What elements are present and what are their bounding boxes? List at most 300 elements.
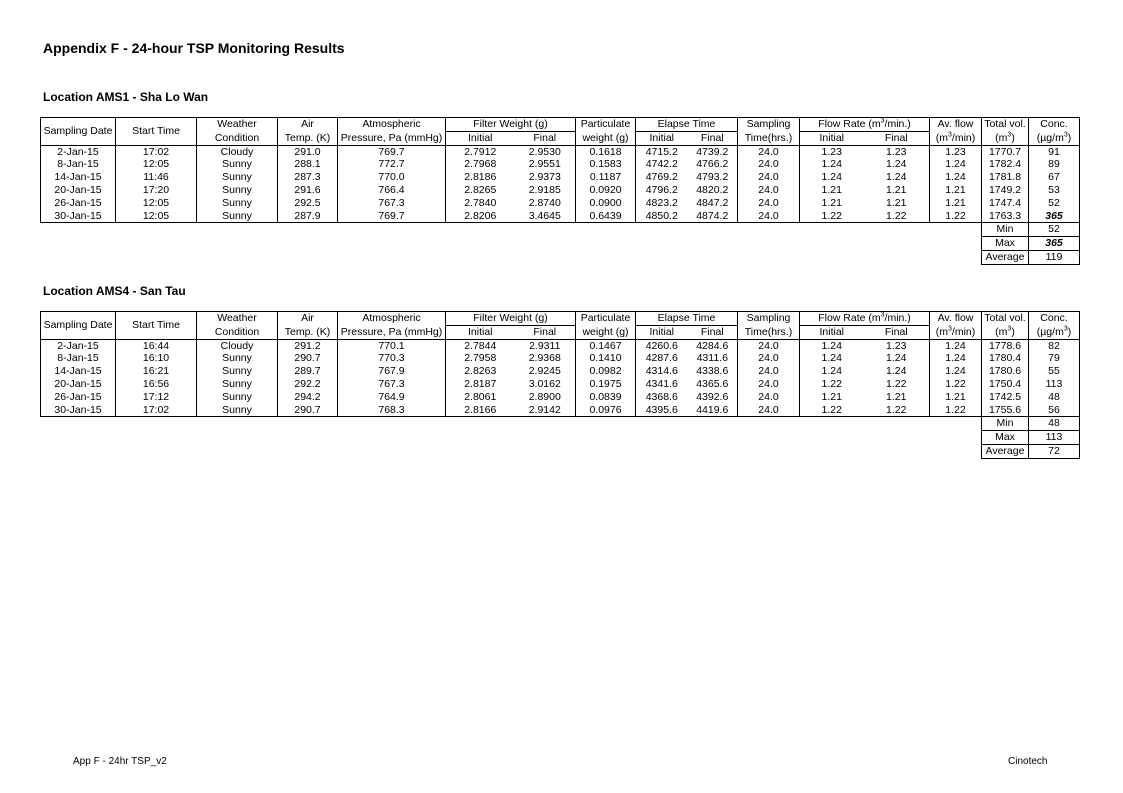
table-row bbox=[41, 210, 1080, 223]
pressure: 767.9 bbox=[338, 365, 446, 378]
av-flow: 1.21 bbox=[930, 184, 982, 197]
flow-final: 1.24 bbox=[864, 352, 930, 365]
elapse-final: 4793.2 bbox=[688, 171, 738, 184]
av-flow: 1.24 bbox=[930, 365, 982, 378]
air-temp: 291.2 bbox=[278, 339, 338, 352]
filter-final: 2.9185 bbox=[515, 184, 576, 197]
stats-row bbox=[41, 444, 1080, 458]
weather: Sunny bbox=[197, 365, 278, 378]
total-vol: 1782.4 bbox=[982, 158, 1029, 171]
filter-initial: 2.7912 bbox=[446, 145, 515, 158]
header-final: Final bbox=[864, 131, 930, 145]
flow-final: 1.21 bbox=[864, 391, 930, 404]
flow-final: 1.23 bbox=[864, 145, 930, 158]
particulate-weight: 0.1410 bbox=[576, 352, 636, 365]
header-sampling-date: Sampling Date bbox=[41, 118, 116, 146]
air-temp: 288.1 bbox=[278, 158, 338, 171]
header-text: ) bbox=[1067, 325, 1072, 338]
table-row bbox=[41, 197, 1080, 210]
header-air: Air bbox=[278, 312, 338, 326]
av-flow: 1.22 bbox=[930, 378, 982, 391]
flow-final: 1.21 bbox=[864, 197, 930, 210]
header-elapse-time: Elapse Time bbox=[636, 312, 738, 326]
pressure: 770.0 bbox=[338, 171, 446, 184]
table-row bbox=[41, 404, 1080, 417]
header-pressure: Pressure, Pa (mmHg) bbox=[338, 325, 446, 339]
flow-initial: 1.24 bbox=[800, 352, 864, 365]
start-time: 17:02 bbox=[116, 404, 197, 417]
elapse-final: 4766.2 bbox=[688, 158, 738, 171]
flow-final: 1.24 bbox=[864, 158, 930, 171]
sampling-time: 24.0 bbox=[738, 210, 800, 223]
stat-average-label: Average bbox=[982, 444, 1029, 458]
superscript: 3 bbox=[1007, 131, 1012, 139]
header-text: (m bbox=[935, 325, 948, 338]
pressure: 769.7 bbox=[338, 210, 446, 223]
header-text: /min) bbox=[951, 131, 976, 144]
header-pressure: Pressure, Pa (mmHg) bbox=[338, 131, 446, 145]
flow-initial: 1.22 bbox=[800, 404, 864, 417]
pressure: 770.3 bbox=[338, 352, 446, 365]
header-initial: Initial bbox=[636, 131, 688, 145]
flow-initial: 1.21 bbox=[800, 184, 864, 197]
header-sampling-date: Sampling Date bbox=[41, 312, 116, 340]
header-sampling: Sampling bbox=[738, 312, 800, 326]
header-temp: Temp. (K) bbox=[278, 131, 338, 145]
stat-average-value: 119 bbox=[1029, 250, 1080, 264]
air-temp: 291.6 bbox=[278, 184, 338, 197]
header-weather: Weather bbox=[197, 118, 278, 132]
results-table-ams4 bbox=[40, 311, 1080, 459]
header-weight: weight (g) bbox=[576, 325, 636, 339]
table-row bbox=[41, 378, 1080, 391]
elapse-initial: 4368.6 bbox=[636, 391, 688, 404]
start-time: 16:44 bbox=[116, 339, 197, 352]
stats-row bbox=[41, 417, 1080, 431]
stat-average-value: 72 bbox=[1029, 444, 1080, 458]
footer-right: Cinotech bbox=[1008, 756, 1048, 767]
start-time: 16:56 bbox=[116, 378, 197, 391]
filter-final: 2.9142 bbox=[515, 404, 576, 417]
location-title-ams4: Location AMS4 - San Tau bbox=[43, 284, 186, 298]
sampling-date: 14-Jan-15 bbox=[41, 171, 116, 184]
start-time: 16:10 bbox=[116, 352, 197, 365]
sampling-time: 24.0 bbox=[738, 339, 800, 352]
superscript: 3 bbox=[880, 311, 885, 319]
table-row bbox=[41, 158, 1080, 171]
av-flow: 1.24 bbox=[930, 352, 982, 365]
header-initial: Initial bbox=[446, 131, 515, 145]
concentration: 53 bbox=[1029, 184, 1080, 197]
weather: Sunny bbox=[197, 352, 278, 365]
sampling-time: 24.0 bbox=[738, 352, 800, 365]
total-vol: 1781.8 bbox=[982, 171, 1029, 184]
weather: Sunny bbox=[197, 158, 278, 171]
header-conc-unit bbox=[1029, 131, 1080, 145]
flow-final: 1.22 bbox=[864, 210, 930, 223]
page-title: Appendix F - 24-hour TSP Monitoring Results bbox=[43, 40, 345, 56]
header-final: Final bbox=[688, 325, 738, 339]
header-filter-weight: Filter Weight (g) bbox=[446, 312, 576, 326]
stat-max-value: 113 bbox=[1029, 431, 1080, 445]
flow-final: 1.24 bbox=[864, 365, 930, 378]
filter-initial: 2.8187 bbox=[446, 378, 515, 391]
table-row bbox=[41, 391, 1080, 404]
av-flow: 1.22 bbox=[930, 404, 982, 417]
start-time: 11:46 bbox=[116, 171, 197, 184]
air-temp: 292.2 bbox=[278, 378, 338, 391]
header-text: /min.) bbox=[884, 312, 911, 324]
av-flow: 1.24 bbox=[930, 158, 982, 171]
elapse-final: 4365.6 bbox=[688, 378, 738, 391]
header-total-vol-unit bbox=[982, 131, 1029, 145]
flow-initial: 1.24 bbox=[800, 365, 864, 378]
header-filter-weight: Filter Weight (g) bbox=[446, 118, 576, 132]
header-atmospheric: Atmospheric bbox=[338, 312, 446, 326]
header-particulate: Particulate bbox=[576, 312, 636, 326]
elapse-initial: 4850.2 bbox=[636, 210, 688, 223]
elapse-initial: 4260.6 bbox=[636, 339, 688, 352]
weather: Sunny bbox=[197, 404, 278, 417]
air-temp: 294.2 bbox=[278, 391, 338, 404]
header-conc: Conc. bbox=[1029, 118, 1080, 132]
stat-max-label: Max bbox=[982, 237, 1029, 251]
header-start-time: Start Time bbox=[116, 118, 197, 146]
filter-initial: 2.8166 bbox=[446, 404, 515, 417]
header-av-flow: Av. flow bbox=[930, 118, 982, 132]
concentration: 91 bbox=[1029, 145, 1080, 158]
filter-final: 2.9311 bbox=[515, 339, 576, 352]
header-total-vol: Total vol. bbox=[982, 118, 1029, 132]
elapse-initial: 4715.2 bbox=[636, 145, 688, 158]
concentration: 67 bbox=[1029, 171, 1080, 184]
sampling-time: 24.0 bbox=[738, 378, 800, 391]
blank-cell bbox=[41, 444, 982, 458]
header-text: ) bbox=[1011, 131, 1015, 144]
header-elapse-time: Elapse Time bbox=[636, 118, 738, 132]
superscript: 3 bbox=[1063, 131, 1068, 139]
header-text: ) bbox=[1067, 131, 1072, 144]
filter-final: 2.9551 bbox=[515, 158, 576, 171]
flow-initial: 1.24 bbox=[800, 158, 864, 171]
filter-initial: 2.8265 bbox=[446, 184, 515, 197]
sampling-time: 24.0 bbox=[738, 145, 800, 158]
blank-cell bbox=[41, 223, 982, 237]
header-weight: weight (g) bbox=[576, 131, 636, 145]
header-atmospheric: Atmospheric bbox=[338, 118, 446, 132]
header-text: (m bbox=[995, 131, 1008, 144]
flow-initial: 1.23 bbox=[800, 145, 864, 158]
footer-left: App F - 24hr TSP_v2 bbox=[73, 756, 167, 767]
av-flow: 1.24 bbox=[930, 171, 982, 184]
header-time-hrs: Time(hrs.) bbox=[738, 131, 800, 145]
flow-initial: 1.22 bbox=[800, 210, 864, 223]
start-time: 12:05 bbox=[116, 158, 197, 171]
concentration: 365 bbox=[1029, 210, 1080, 223]
particulate-weight: 0.0900 bbox=[576, 197, 636, 210]
weather: Cloudy bbox=[197, 339, 278, 352]
elapse-final: 4311.6 bbox=[688, 352, 738, 365]
header-text: Flow Rate (m bbox=[818, 118, 881, 130]
flow-initial: 1.22 bbox=[800, 378, 864, 391]
sampling-date: 26-Jan-15 bbox=[41, 391, 116, 404]
flow-initial: 1.21 bbox=[800, 197, 864, 210]
elapse-initial: 4796.2 bbox=[636, 184, 688, 197]
sampling-time: 24.0 bbox=[738, 365, 800, 378]
elapse-final: 4419.6 bbox=[688, 404, 738, 417]
flow-final: 1.22 bbox=[864, 404, 930, 417]
elapse-final: 4847.2 bbox=[688, 197, 738, 210]
filter-initial: 2.8186 bbox=[446, 171, 515, 184]
sampling-date: 20-Jan-15 bbox=[41, 184, 116, 197]
filter-initial: 2.7840 bbox=[446, 197, 515, 210]
air-temp: 290.7 bbox=[278, 404, 338, 417]
concentration: 89 bbox=[1029, 158, 1080, 171]
header-row bbox=[41, 118, 1080, 132]
elapse-initial: 4314.6 bbox=[636, 365, 688, 378]
total-vol: 1750.4 bbox=[982, 378, 1029, 391]
weather: Sunny bbox=[197, 391, 278, 404]
flow-initial: 1.24 bbox=[800, 339, 864, 352]
start-time: 12:05 bbox=[116, 197, 197, 210]
total-vol: 1763.3 bbox=[982, 210, 1029, 223]
header-total-vol-unit bbox=[982, 325, 1029, 339]
superscript: 3 bbox=[948, 131, 952, 139]
table-row bbox=[41, 184, 1080, 197]
air-temp: 290.7 bbox=[278, 352, 338, 365]
header-flow-rate bbox=[800, 312, 930, 326]
stats-row bbox=[41, 223, 1080, 237]
filter-initial: 2.7844 bbox=[446, 339, 515, 352]
concentration: 82 bbox=[1029, 339, 1080, 352]
header-av-flow: Av. flow bbox=[930, 312, 982, 326]
elapse-initial: 4395.6 bbox=[636, 404, 688, 417]
particulate-weight: 0.0982 bbox=[576, 365, 636, 378]
header-final: Final bbox=[515, 325, 576, 339]
pressure: 770.1 bbox=[338, 339, 446, 352]
concentration: 52 bbox=[1029, 197, 1080, 210]
sampling-date: 20-Jan-15 bbox=[41, 378, 116, 391]
pressure: 764.9 bbox=[338, 391, 446, 404]
particulate-weight: 0.1583 bbox=[576, 158, 636, 171]
stat-max-value: 365 bbox=[1029, 237, 1080, 251]
table-row bbox=[41, 145, 1080, 158]
superscript: 3 bbox=[1007, 325, 1012, 333]
total-vol: 1742.5 bbox=[982, 391, 1029, 404]
av-flow: 1.21 bbox=[930, 391, 982, 404]
elapse-initial: 4341.6 bbox=[636, 378, 688, 391]
weather: Sunny bbox=[197, 378, 278, 391]
av-flow: 1.21 bbox=[930, 197, 982, 210]
sampling-date: 8-Jan-15 bbox=[41, 158, 116, 171]
sampling-date: 2-Jan-15 bbox=[41, 145, 116, 158]
pressure: 767.3 bbox=[338, 378, 446, 391]
elapse-final: 4284.6 bbox=[688, 339, 738, 352]
header-text: /min) bbox=[951, 325, 976, 338]
location-title-ams1: Location AMS1 - Sha Lo Wan bbox=[43, 90, 209, 104]
concentration: 55 bbox=[1029, 365, 1080, 378]
sampling-time: 24.0 bbox=[738, 197, 800, 210]
elapse-final: 4820.2 bbox=[688, 184, 738, 197]
elapse-final: 4874.2 bbox=[688, 210, 738, 223]
particulate-weight: 0.6439 bbox=[576, 210, 636, 223]
header-conc: Conc. bbox=[1029, 312, 1080, 326]
particulate-weight: 0.1618 bbox=[576, 145, 636, 158]
table-row bbox=[41, 352, 1080, 365]
header-start-time: Start Time bbox=[116, 312, 197, 340]
air-temp: 289.7 bbox=[278, 365, 338, 378]
filter-initial: 2.7958 bbox=[446, 352, 515, 365]
particulate-weight: 0.1187 bbox=[576, 171, 636, 184]
superscript: 3 bbox=[948, 325, 952, 333]
header-initial: Initial bbox=[800, 131, 864, 145]
sampling-date: 2-Jan-15 bbox=[41, 339, 116, 352]
stats-row bbox=[41, 237, 1080, 251]
filter-initial: 2.8206 bbox=[446, 210, 515, 223]
blank-cell bbox=[41, 417, 982, 431]
header-row bbox=[41, 312, 1080, 326]
filter-final: 3.4645 bbox=[515, 210, 576, 223]
filter-final: 2.9368 bbox=[515, 352, 576, 365]
sampling-date: 8-Jan-15 bbox=[41, 352, 116, 365]
total-vol: 1770.7 bbox=[982, 145, 1029, 158]
av-flow: 1.22 bbox=[930, 210, 982, 223]
header-conc-unit bbox=[1029, 325, 1080, 339]
sampling-time: 24.0 bbox=[738, 171, 800, 184]
elapse-final: 4392.6 bbox=[688, 391, 738, 404]
header-sampling: Sampling bbox=[738, 118, 800, 132]
results-table-ams1 bbox=[40, 117, 1080, 265]
table-row bbox=[41, 339, 1080, 352]
header-total-vol: Total vol. bbox=[982, 312, 1029, 326]
av-flow: 1.24 bbox=[930, 339, 982, 352]
filter-initial: 2.7968 bbox=[446, 158, 515, 171]
elapse-final: 4338.6 bbox=[688, 365, 738, 378]
total-vol: 1747.4 bbox=[982, 197, 1029, 210]
header-final: Final bbox=[515, 131, 576, 145]
table-row bbox=[41, 365, 1080, 378]
start-time: 17:02 bbox=[116, 145, 197, 158]
sampling-time: 24.0 bbox=[738, 158, 800, 171]
blank-cell bbox=[41, 431, 982, 445]
air-temp: 287.9 bbox=[278, 210, 338, 223]
start-time: 12:05 bbox=[116, 210, 197, 223]
header-temp: Temp. (K) bbox=[278, 325, 338, 339]
flow-initial: 1.24 bbox=[800, 171, 864, 184]
stat-min-label: Min bbox=[982, 417, 1029, 431]
superscript: 3 bbox=[1063, 325, 1068, 333]
header-row bbox=[41, 131, 1080, 145]
header-condition: Condition bbox=[197, 131, 278, 145]
header-particulate: Particulate bbox=[576, 118, 636, 132]
pressure: 768.3 bbox=[338, 404, 446, 417]
start-time: 17:12 bbox=[116, 391, 197, 404]
filter-final: 2.9245 bbox=[515, 365, 576, 378]
header-text: (µg/m bbox=[1036, 325, 1064, 338]
stat-min-value: 52 bbox=[1029, 223, 1080, 237]
header-weather: Weather bbox=[197, 312, 278, 326]
elapse-initial: 4742.2 bbox=[636, 158, 688, 171]
concentration: 79 bbox=[1029, 352, 1080, 365]
header-flow-rate bbox=[800, 118, 930, 132]
sampling-date: 26-Jan-15 bbox=[41, 197, 116, 210]
header-final: Final bbox=[864, 325, 930, 339]
blank-cell bbox=[41, 250, 982, 264]
sampling-date: 14-Jan-15 bbox=[41, 365, 116, 378]
concentration: 113 bbox=[1029, 378, 1080, 391]
header-av-flow-unit bbox=[930, 131, 982, 145]
header-text: (m bbox=[935, 131, 948, 144]
filter-final: 2.8740 bbox=[515, 197, 576, 210]
flow-final: 1.23 bbox=[864, 339, 930, 352]
stat-average-label: Average bbox=[982, 250, 1029, 264]
filter-final: 3.0162 bbox=[515, 378, 576, 391]
sampling-time: 24.0 bbox=[738, 184, 800, 197]
air-temp: 292.5 bbox=[278, 197, 338, 210]
stat-max-label: Max bbox=[982, 431, 1029, 445]
header-time-hrs: Time(hrs.) bbox=[738, 325, 800, 339]
header-text: ) bbox=[1011, 325, 1015, 338]
particulate-weight: 0.0920 bbox=[576, 184, 636, 197]
flow-initial: 1.21 bbox=[800, 391, 864, 404]
total-vol: 1780.6 bbox=[982, 365, 1029, 378]
weather: Sunny bbox=[197, 171, 278, 184]
air-temp: 287.3 bbox=[278, 171, 338, 184]
particulate-weight: 0.1975 bbox=[576, 378, 636, 391]
weather: Sunny bbox=[197, 184, 278, 197]
header-air: Air bbox=[278, 118, 338, 132]
concentration: 48 bbox=[1029, 391, 1080, 404]
sampling-date: 30-Jan-15 bbox=[41, 404, 116, 417]
sampling-time: 24.0 bbox=[738, 391, 800, 404]
table-row bbox=[41, 171, 1080, 184]
header-condition: Condition bbox=[197, 325, 278, 339]
header-row bbox=[41, 325, 1080, 339]
header-initial: Initial bbox=[636, 325, 688, 339]
concentration: 56 bbox=[1029, 404, 1080, 417]
stat-min-label: Min bbox=[982, 223, 1029, 237]
start-time: 17:20 bbox=[116, 184, 197, 197]
av-flow: 1.23 bbox=[930, 145, 982, 158]
stat-min-value: 48 bbox=[1029, 417, 1080, 431]
particulate-weight: 0.0976 bbox=[576, 404, 636, 417]
header-av-flow-unit bbox=[930, 325, 982, 339]
weather: Sunny bbox=[197, 210, 278, 223]
filter-final: 2.9373 bbox=[515, 171, 576, 184]
header-initial: Initial bbox=[446, 325, 515, 339]
filter-initial: 2.8263 bbox=[446, 365, 515, 378]
pressure: 772.7 bbox=[338, 158, 446, 171]
total-vol: 1780.4 bbox=[982, 352, 1029, 365]
blank-cell bbox=[41, 237, 982, 251]
elapse-initial: 4287.6 bbox=[636, 352, 688, 365]
filter-final: 2.9530 bbox=[515, 145, 576, 158]
stats-row bbox=[41, 431, 1080, 445]
elapse-final: 4739.2 bbox=[688, 145, 738, 158]
sampling-date: 30-Jan-15 bbox=[41, 210, 116, 223]
stats-row bbox=[41, 250, 1080, 264]
elapse-initial: 4823.2 bbox=[636, 197, 688, 210]
header-final: Final bbox=[688, 131, 738, 145]
total-vol: 1778.6 bbox=[982, 339, 1029, 352]
total-vol: 1755.6 bbox=[982, 404, 1029, 417]
sampling-time: 24.0 bbox=[738, 404, 800, 417]
particulate-weight: 0.1467 bbox=[576, 339, 636, 352]
filter-initial: 2.8061 bbox=[446, 391, 515, 404]
header-text: (m bbox=[995, 325, 1008, 338]
air-temp: 291.0 bbox=[278, 145, 338, 158]
start-time: 16:21 bbox=[116, 365, 197, 378]
